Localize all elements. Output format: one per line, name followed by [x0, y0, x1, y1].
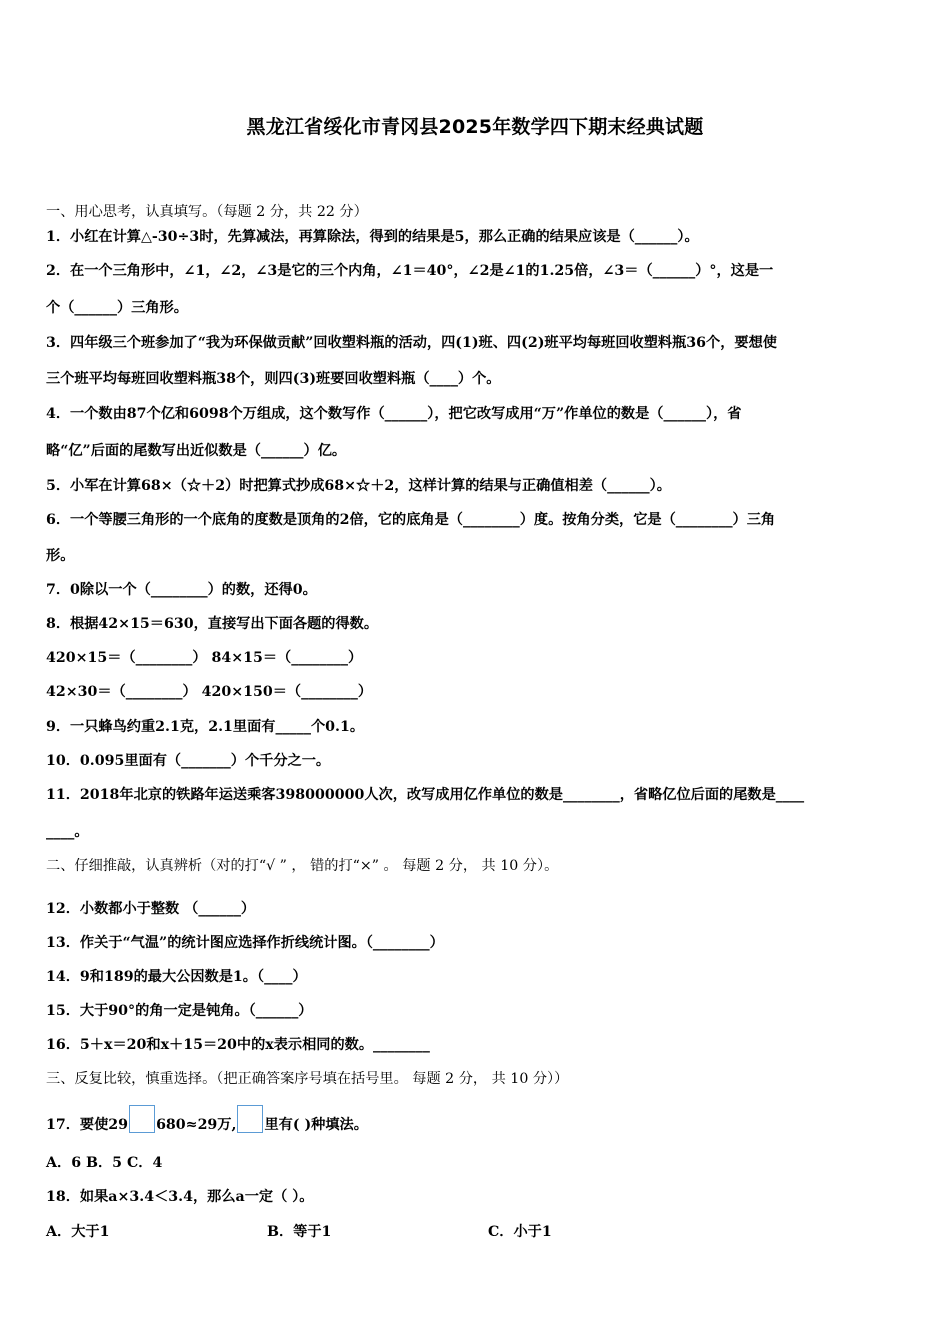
question-15: 15．大于90°的角一定是钝角。（______） — [46, 1003, 313, 1019]
question-16: 16．5＋x＝20和x＋15＝20中的x表示相同的数。________ — [46, 1037, 430, 1053]
page-title: 黑龙江省绥化市青冈县2025年数学四下期末经典试题 — [246, 116, 704, 138]
question-12: 12．小数都小于整数 （______） — [46, 901, 256, 917]
section-heading-1: 一、用心思考，认真填写。（每题 2 分，共 22 分） — [46, 204, 368, 220]
question-7: 7．0除以一个（________）的数，还得0。 — [46, 582, 317, 598]
question-3-line-1: 3．四年级三个班参加了“我为环保做贡献”回收塑料瓶的活动，四(1)班、四(2)班平均每班回收塑料瓶36个，要想使 — [46, 335, 777, 351]
question-17 — [46, 1105, 908, 1135]
section-heading-2: 二、仔细推敲，认真辨析（对的打“√ ” ， 错的打“×” 。 每题 2 分， 共 10 分）。 — [46, 858, 559, 874]
question-17-part-1: 17．要使29 — [46, 1117, 129, 1133]
question-1: 1．小红在计算△-30÷3时，先算减法，再算除法，得到的结果是5，那么正确的结果应该是（______）。 — [46, 229, 699, 245]
section-heading-3: 三、反复比较，慎重选择。（把正确答案序号填在括号里。 每题 2 分， 共 10 分）） — [46, 1071, 569, 1087]
question-14: 14．9和189的最大公因数是1。（____） — [46, 969, 307, 985]
question-6-line-1: 6．一个等腰三角形的一个底角的度数是顶角的2倍，它的底角是（________）度。按角分类，它是（________）三角 — [46, 512, 776, 528]
question-4-line-2: 略“亿”后面的尾数写出近似数是（______）亿。 — [46, 443, 347, 459]
question-8-row-1: 420×15＝（________） 84×15＝（________） — [46, 650, 363, 666]
question-18-option-b: B．等于1 — [267, 1224, 332, 1240]
question-2-line-1: 2．在一个三角形中，∠1，∠2，∠3是它的三个内角，∠1＝40°，∠2是∠1的1.25倍，∠3＝（______）°，这是一 — [46, 263, 774, 279]
question-18: 18．如果a×3.4＜3.4，那么a一定（ ）。 — [46, 1189, 314, 1205]
question-2-line-2: 个（______）三角形。 — [46, 300, 188, 316]
question-18-option-c: C．小于1 — [488, 1224, 552, 1240]
question-8: 8．根据42×15＝630，直接写出下面各题的得数。 — [46, 616, 379, 632]
question-5: 5．小军在计算68×（☆＋2）时把算式抄成68×☆＋2，这样计算的结果与正确值相差（______）。 — [46, 478, 671, 494]
question-11-line-2: ____。 — [46, 824, 89, 840]
question-4-line-1: 4．一个数由87个亿和6098个万组成，这个数写作（______），把它改写成用“万”作单位的数是（______），省 — [46, 406, 742, 422]
question-10: 10．0.095里面有（_______）个千分之一。 — [46, 753, 331, 769]
question-13: 13．作关于“气温”的统计图应选择作折线统计图。（________） — [46, 935, 444, 951]
question-11-line-1: 11．2018年北京的铁路年运送乘客398000000人次，改写成用亿作单位的数是________，省略亿位后面的尾数是____ — [46, 787, 805, 803]
question-17-part-2: 680≈29万, — [156, 1117, 237, 1133]
question-3-line-2: 三个班平均每班回收塑料瓶38个，则四(3)班要回收塑料瓶（____）个。 — [46, 371, 501, 387]
question-9: 9．一只蜂鸟约重2.1克，2.1里面有_____个0.1。 — [46, 719, 365, 735]
blank-box-2 — [237, 1105, 263, 1133]
question-18-option-a: A．大于1 — [46, 1224, 110, 1240]
question-6-line-2: 形。 — [46, 548, 75, 564]
question-17-options: A．6 B．5 C．4 — [46, 1155, 163, 1171]
blank-box-1 — [129, 1105, 155, 1133]
question-17-part-3: 里有( )种填法。 — [264, 1117, 368, 1133]
question-8-row-2: 42×30＝（________） 420×150＝（________） — [46, 684, 373, 700]
